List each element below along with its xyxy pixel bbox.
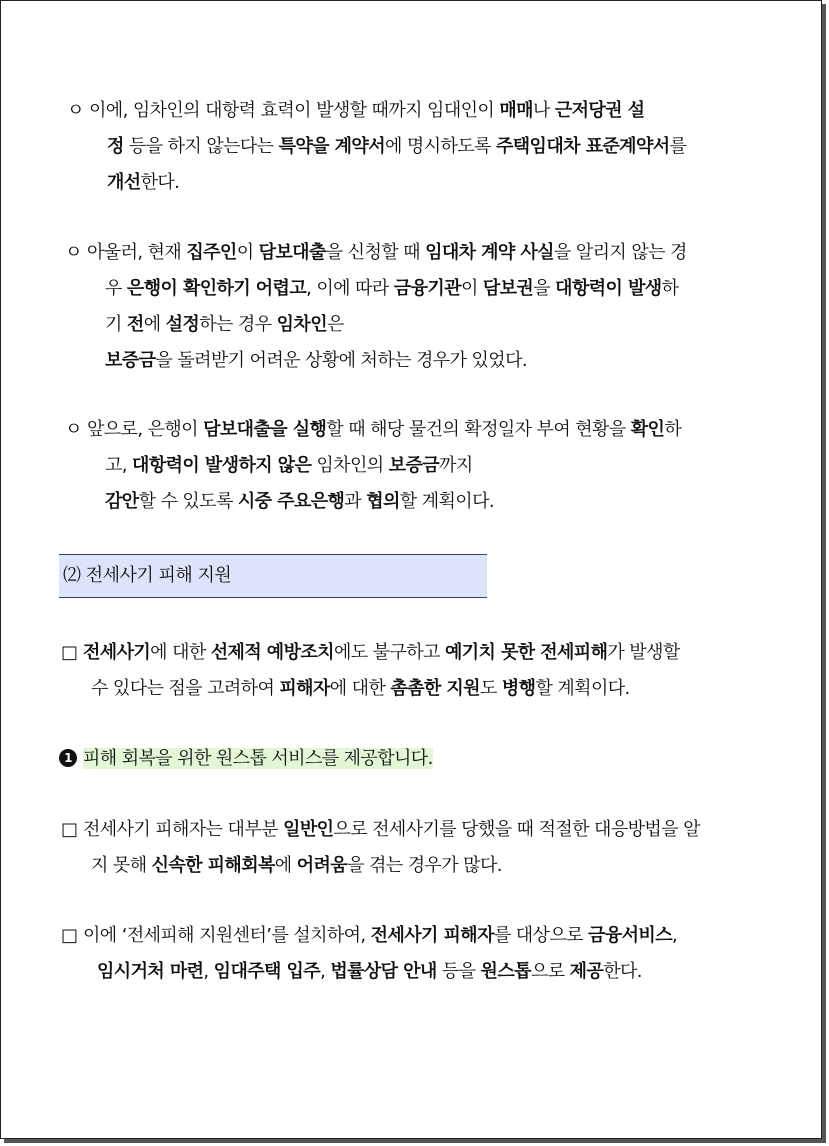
paragraph-6: □ 이에 ‘전세피해 지원센터’를 설치하여, 전세사기 피해자를 대상으로 금융서비스, 임시거처 마련, 임대주택 입주, 법률상담 안내 등을 원스톱으로 제공한다. <box>61 918 677 990</box>
paragraph-1: ㅇ 이에, 임차인의 대항력 효력이 발생할 때까지 임대인이 매매나 근저당권 설 정 등을 하지 않는다는 특약을 계약서에 명시하도록 주택임대차 표준계약서를 개선한다. <box>67 93 686 201</box>
circle-bullet: ㅇ <box>67 100 84 121</box>
paragraph-3: ㅇ 앞으로, 은행이 담보대출을 실행할 때 해당 물건의 확정일자 부여 현황을 확인하 고, 대항력이 발생하지 않은 임차인의 보증금까지 감안할 수 있도록 시중 주요은행과 협의할 계획이다. <box>65 412 681 520</box>
section-header <box>59 554 487 598</box>
circle-bullet: ㅇ <box>65 242 82 263</box>
highlighted-text: 피해 회복을 위한 원스톱 서비스를 제공합니다. <box>83 748 433 769</box>
section-title: ⑵ 전세사기 피해 지원 <box>63 565 232 586</box>
square-bullet: □ <box>61 925 78 946</box>
square-bullet: □ <box>61 642 78 663</box>
circle-bullet: ㅇ <box>65 419 82 440</box>
number-badge: 1 <box>59 749 77 767</box>
paragraph-5: □ 전세사기 피해자는 대부분 일반인으로 전세사기를 당했을 때 적절한 대응방법을 알 지 못해 신속한 피해회복에 어려움을 겪는 경우가 많다. <box>61 812 700 884</box>
paragraph-2: ㅇ 아울러, 현재 집주인이 담보대출을 신청할 때 임대차 계약 사실을 알리지 않는 경 우 은행이 확인하기 어렵고, 이에 따라 금융기관이 담보권을 대항력이 발생하 기 전에 설정하는 경우 임차인은 보증금을 돌려받기 어려운 상황에 처하는 경우가 있었다. <box>65 235 687 379</box>
square-bullet: □ <box>61 819 78 840</box>
paragraph-4: □ 전세사기에 대한 선제적 예방조치에도 불구하고 예기치 못한 전세피해가 발생할 수 있다는 점을 고려하여 피해자에 대한 촘촘한 지원도 병행할 계획이다. <box>61 635 680 707</box>
numbered-item-1 <box>59 741 433 777</box>
